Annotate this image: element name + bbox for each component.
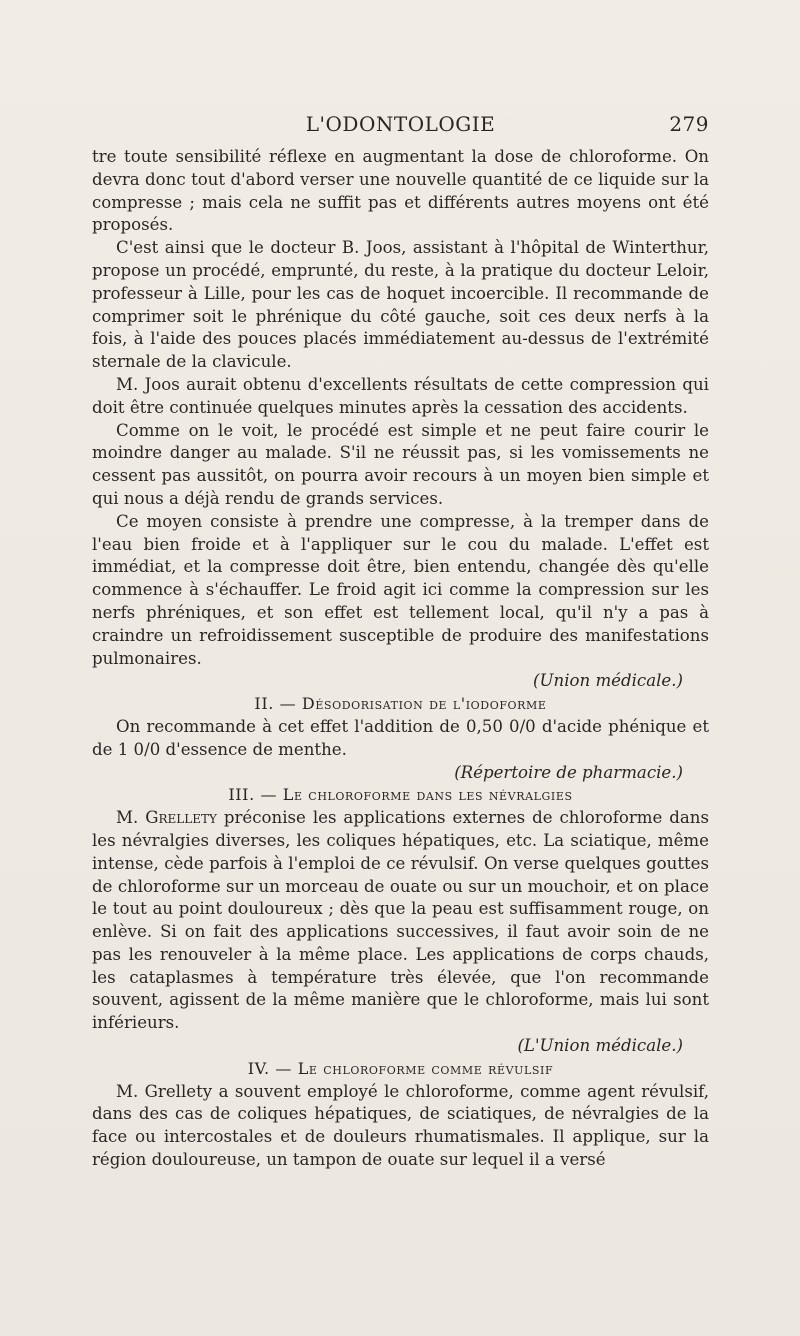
paragraph: Comme on le voit, le procédé est simple et ne peut faire courir le moindre danger au malade. S'il ne réussit pas, si les vomissements ne cessent pas aussitôt, on pourra avoir recours à un moyen bien simple et qui nous a déjà rendu de grands services.	[92, 420, 709, 508]
section-heading: II. — Désodorisation de l'iodoforme	[254, 694, 547, 714]
paragraph-text: préconise les applications externes de chloroforme dans les névralgies diverses, les coliques hépatiques, etc. La sciatique, même intense, cède parfois à l'emploi de ce révulsif. On verse quelques gouttes de chloroforme sur un morceau de ouate ou sur un mouchoir, et on place le tout au point douloureux ; dès que la peau est suffisamment rouge, on enlève. Si on fait des applications successives, il faut avoir soin de ne pas les renouveler à la même place. Les applications de corps chauds, les cataplasmes à température très élevée, que l'on recommande souvent, agissent de la même manière que le chloroforme, mais lui sont inférieurs.	[92, 808, 709, 1033]
section-heading: IV. — Le chloroforme comme révulsif	[247, 1058, 554, 1078]
section-heading: III. — Le chloroforme dans les névralgies	[228, 785, 573, 805]
paragraph: M. Joos aurait obtenu d'excellents résultats de cette compression qui doit être continuée quelques minutes après la cessation des accidents.	[92, 374, 709, 417]
paragraph: Ce moyen consiste à prendre une compresse, à la tremper dans de l'eau bien froide et à l'appliquer sur le cou du malade. L'effet est immédiat, et la compresse doit être, bien entendu, changée dès qu'elle commence à s'échauffer. Le froid agit ici comme la compression sur les nerfs phréniques, et son effet est tellement local, qu'il n'y a pas à craindre un refroidissement susceptible de produire des manifestations pulmonaires.	[92, 511, 709, 668]
paragraph	[92, 807, 709, 1035]
author-name: M. Grellety	[116, 808, 217, 828]
source-citation: (L'Union médicale.)	[517, 1036, 683, 1056]
article-body	[92, 146, 709, 1172]
running-header	[92, 112, 709, 144]
paragraph: tre toute sensibilité réflexe en augmentant la dose de chloroforme. On devra donc tout d'abord verser une nouvelle quantité de ce liquide sur la compresse ; mais cela ne suffit pas et différents autres moyens ont été proposés.	[92, 147, 709, 235]
paragraph: C'est ainsi que le docteur B. Joos, assistant à l'hôpital de Winterthur, propose un procédé, emprunté, du reste, à la pratique du docteur Leloir, professeur à Lille, pour les cas de hoquet incoercible. Il recommande de comprimer soit le phrénique du côté gauche, soit ces deux nerfs à la fois, à l'aide des pouces placés immédiatement au-dessus de l'extrémité sternale de la clavicule.	[92, 238, 709, 372]
paragraph: M. Grellety a souvent employé le chloroforme, comme agent révulsif, dans des cas de coliques hépatiques, de sciatiques, de névralgies de la face ou intercostales et de douleurs rhumatismales. Il applique, sur la région douloureuse, un tampon de ouate sur lequel il a versé	[92, 1081, 709, 1170]
source-citation: (Union médicale.)	[533, 671, 683, 691]
page-number: 279	[669, 112, 709, 136]
source-citation: (Répertoire de pharmacie.)	[454, 762, 683, 782]
journal-title: L'ODONTOLOGIE	[305, 112, 496, 136]
paragraph: On recommande à cet effet l'addition de 0,50 0/0 d'acide phénique et de 1 0/0 d'essence de menthe.	[92, 716, 709, 759]
